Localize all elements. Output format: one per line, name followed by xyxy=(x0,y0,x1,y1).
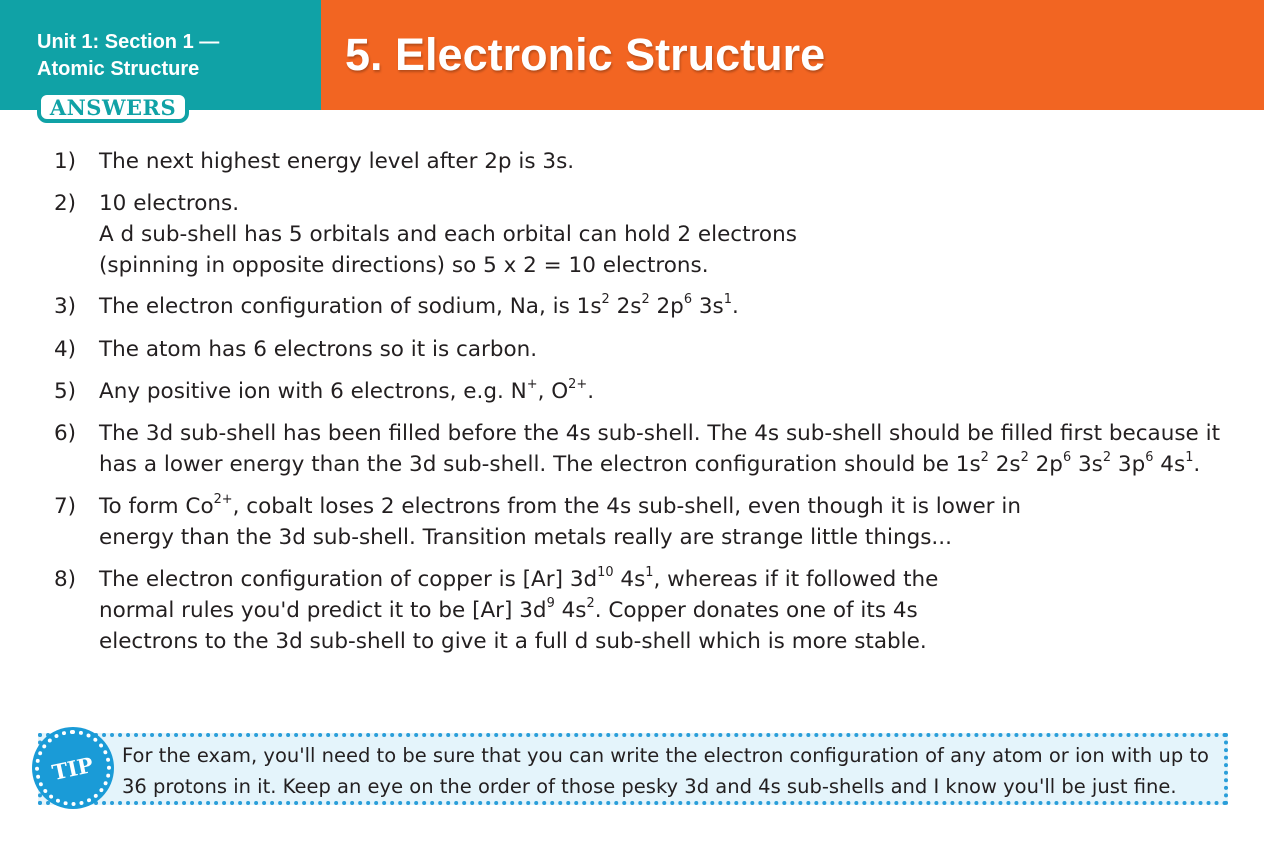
answer-text xyxy=(99,418,1221,480)
answer-number: 8) xyxy=(54,567,77,592)
answer-text xyxy=(99,376,1209,407)
tip-badge-label: TIP xyxy=(50,751,96,785)
answer-line: Any positive ion with 6 electrons, e.g. N+, $O^{2+}$. xyxy=(99,376,595,404)
answer-line: The next highest energy level after 2p is 3s. xyxy=(99,149,575,174)
tip-text xyxy=(122,740,1222,802)
answer-line: To form $Co^{2+}$, cobalt loses 2 electrons from the 4s sub-shell, even though it is lower in xyxy=(99,491,1021,519)
answer-line: electrons to the 3d sub-shell to give it a full d sub-shell which is more stable. xyxy=(99,629,927,654)
answer-number: 1) xyxy=(54,149,77,174)
tip-text-line: For the exam, you'll need to be sure that you can write the electron configuration of any atom or ion with up to xyxy=(122,744,1209,767)
section-label-line1: Unit 1: Section 1 — xyxy=(37,31,220,53)
answer-number: 4) xyxy=(54,337,77,362)
answer-text xyxy=(99,291,1209,322)
answer-number: 2) xyxy=(54,191,77,216)
section-label xyxy=(37,29,219,83)
tip-badge xyxy=(35,730,111,806)
page-title: 5. Electronic Structure xyxy=(345,29,826,80)
answer-line: The electron configuration of sodium, Na, is $1s^2$ $2s^2$ $2p^6$ $3s^1$. xyxy=(99,291,739,319)
answer-line: 10 electrons. xyxy=(99,191,240,216)
answer-line: A d sub-shell has 5 orbitals and each orbital can hold 2 electrons xyxy=(99,222,797,247)
answer-text xyxy=(99,188,1209,281)
answer-number: 6) xyxy=(54,421,77,446)
answer-text xyxy=(99,334,1209,365)
title-banner xyxy=(321,0,1264,110)
answer-line: The 3d sub-shell has been filled before the 4s sub-shell. The 4s sub-shell should be filled first because it xyxy=(99,421,1221,446)
tip-text-line: 36 protons in it. Keep an eye on the order of those pesky 3d and 4s sub-shells and I know you'll be just fine. xyxy=(122,775,1177,798)
answer-number: 3) xyxy=(54,294,77,319)
answer-line: The electron configuration of copper is [Ar] $3d^{10}$ $4s^1$, whereas if it followed the xyxy=(99,564,939,592)
answer-number: 7) xyxy=(54,494,77,519)
answer-text xyxy=(99,491,1209,553)
answer-line: has a lower energy than the 3d sub-shell. The electron configuration should be $1s^2$ $2s^2$ $2p^6$ $3s^2$ $3p^6$ $4s^1$. xyxy=(99,449,1201,477)
answer-number: 5) xyxy=(54,379,77,404)
answer-text xyxy=(99,564,1209,657)
answer-line: (spinning in opposite directions) so 5 x 2 = 10 electrons. xyxy=(99,253,709,278)
answers-badge: ANSWERS xyxy=(37,91,189,123)
answer-line: normal rules you'd predict it to be [Ar] $3d^9$ $4s^2$. Copper donates one of its 4s xyxy=(99,595,918,623)
answer-line: energy than the 3d sub-shell. Transition metals really are strange little things... xyxy=(99,525,952,550)
answer-line: The atom has 6 electrons so it is carbon. xyxy=(99,337,538,362)
answer-text xyxy=(99,146,1209,177)
section-label-line2: Atomic Structure xyxy=(37,58,200,80)
